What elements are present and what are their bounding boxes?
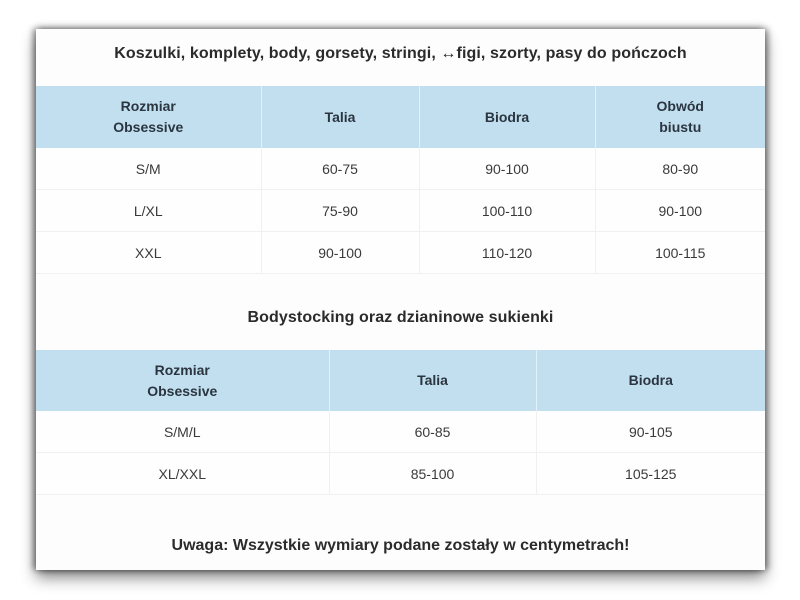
cell-size: S/M/L — [36, 411, 329, 453]
table2-title: Bodystocking oraz dzianinowe sukienki — [247, 309, 554, 326]
cell-hips: 105-125 — [536, 453, 765, 495]
header-hips: Biodra — [419, 86, 595, 148]
table-row — [36, 148, 765, 190]
table-row — [36, 411, 765, 453]
header-waist: Talia — [261, 86, 419, 148]
size-chart-card — [36, 29, 765, 570]
table-header-row — [36, 86, 765, 148]
cell-size: XXL — [36, 232, 261, 274]
cell-hips: 90-100 — [419, 148, 595, 190]
cell-bust: 100-115 — [595, 232, 765, 274]
cell-bust: 90-100 — [595, 190, 765, 232]
table-header-row — [36, 350, 765, 411]
cell-hips: 110-120 — [419, 232, 595, 274]
cell-bust: 80-90 — [595, 148, 765, 190]
cell-size: L/XL — [36, 190, 261, 232]
cell-waist: 85-100 — [329, 453, 536, 495]
size-table-lingerie — [36, 86, 765, 274]
size-table-bodystocking — [36, 350, 765, 495]
units-note: Uwaga: Wszystkie wymiary podane zostały w centymetrach! — [171, 537, 630, 554]
table-row — [36, 190, 765, 232]
table1-title: Koszulki, komplety, body, gorsety, stringi, ↔figi, szorty, pasy do pończoch — [114, 45, 687, 62]
cell-hips: 100-110 — [419, 190, 595, 232]
cell-waist: 60-85 — [329, 411, 536, 453]
cell-waist: 75-90 — [261, 190, 419, 232]
cell-hips: 90-105 — [536, 411, 765, 453]
header-bust: Obwód biustu — [595, 86, 765, 148]
cell-waist: 60-75 — [261, 148, 419, 190]
header-waist: Talia — [329, 350, 536, 411]
header-hips: Biodra — [536, 350, 765, 411]
cell-waist: 90-100 — [261, 232, 419, 274]
table-row — [36, 232, 765, 274]
cell-size: XL/XXL — [36, 453, 329, 495]
cell-size: S/M — [36, 148, 261, 190]
header-size: Rozmiar Obsessive — [36, 350, 329, 411]
header-size: Rozmiar Obsessive — [36, 86, 261, 148]
table-row — [36, 453, 765, 495]
